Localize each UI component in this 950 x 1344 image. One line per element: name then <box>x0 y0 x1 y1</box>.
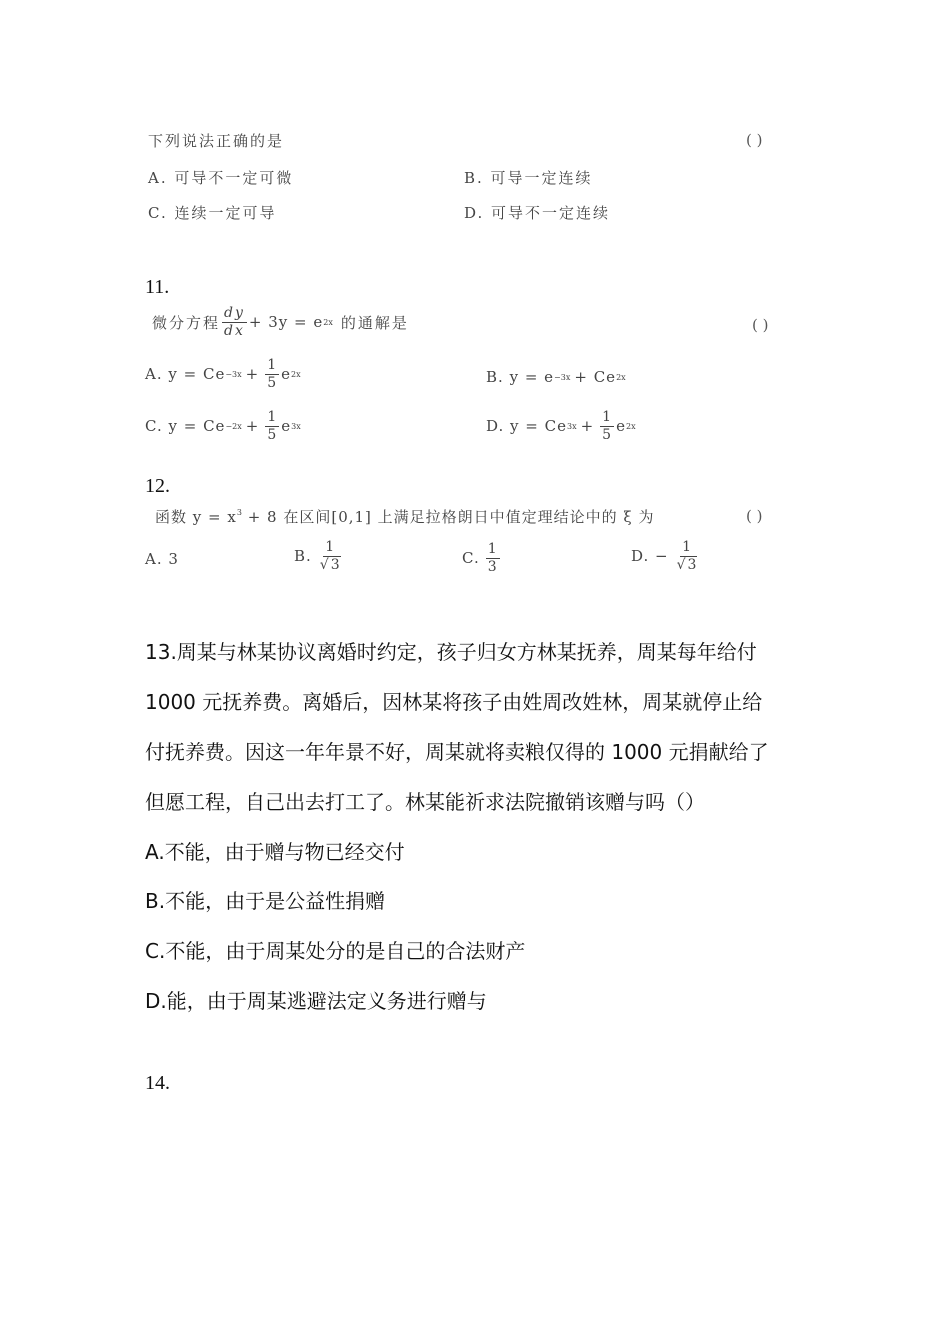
q11-a-exp2: 2x <box>291 369 301 379</box>
q13-line-1: 13.周某与林某协议离婚时约定，孩子归女方林某抚养，周某每年给付 <box>145 640 757 664</box>
q13-option-a: A.不能，由于赠与物已经交付 <box>145 840 405 864</box>
q13-option-d: D.能，由于周某逃避法定义务进行赠与 <box>145 989 487 1013</box>
q11-stem-exp: 2x <box>323 317 333 327</box>
q11-frac-num: dy <box>224 305 245 321</box>
q12-answer-paren: ( ) <box>746 507 763 525</box>
q12-option-c <box>462 542 502 574</box>
q11-option-c <box>145 410 301 442</box>
q12-c-fraction <box>486 542 500 574</box>
q12-b-den-root: √3 <box>319 556 341 573</box>
q12-stem-prefix: 函数 y = x <box>155 508 237 526</box>
q12-option-b <box>294 540 345 572</box>
q12-stem-exp: 3 <box>236 508 242 517</box>
q11-d-den: 5 <box>602 426 613 443</box>
q10-option-b: B. 可导一定连续 <box>464 169 593 187</box>
q11-c-exp1: −2x <box>225 421 242 431</box>
q10-option-a: A. 可导不一定可微 <box>148 169 294 187</box>
q11-b-mid: + Ce <box>574 368 617 386</box>
q10-stem: 下列说法正确的是 <box>148 132 285 150</box>
q11-a-expr: y = Ce <box>168 365 226 384</box>
q11-d-exp2: 2x <box>625 421 636 431</box>
q13-line-4: 但愿工程，自己出去打工了。林某能祈求法院撤销该赠与吗（） <box>145 790 705 814</box>
q12-c-den: 3 <box>487 558 498 575</box>
q11-c-tail: e <box>281 417 292 436</box>
q13-option-c: C.不能，由于周某处分的是自己的合法财产 <box>145 939 526 963</box>
q12-option-a: A. 3 <box>145 550 179 568</box>
q12-d-den: 3 <box>687 556 698 573</box>
q12-d-label: D. − <box>631 547 669 566</box>
q11-a-label: A. <box>145 365 163 384</box>
q11-a-den: 5 <box>267 374 278 391</box>
q12-b-den: 3 <box>330 556 341 573</box>
q11-a-fraction <box>265 358 279 390</box>
q11-b-exp1: −3x <box>554 372 571 382</box>
q11-stem-middle: + 3y = e <box>248 313 324 332</box>
q11-c-fraction <box>265 410 279 442</box>
q11-number: 11. <box>145 276 170 298</box>
q13-option-b: B.不能，由于是公益性捐赠 <box>145 889 386 913</box>
q11-c-expr: y = Ce <box>168 417 226 436</box>
q10-option-c: C. 连续一定可导 <box>148 204 277 222</box>
q11-d-tail: e <box>616 417 626 436</box>
q12-b-label: B. <box>294 547 312 566</box>
q14-number: 14. <box>145 1072 170 1094</box>
q11-option-d <box>486 410 636 442</box>
q11-frac-den: dx <box>224 322 245 339</box>
q11-d-label: D. <box>486 417 505 436</box>
q11-d-plus: + <box>580 417 595 436</box>
q11-c-den: 5 <box>267 426 278 443</box>
q12-b-fraction <box>318 540 343 572</box>
q13-line-3: 付抚养费。因这一年年景不好，周某就将卖粮仅得的 1000 元捐献给了 <box>145 740 769 764</box>
q12-stem <box>155 506 654 527</box>
q12-d-den-root: √3 <box>676 556 698 573</box>
q11-stem-suffix: 的通解是 <box>340 313 409 332</box>
q12-number: 12. <box>145 475 170 497</box>
q11-d-expr: y = Ce <box>510 417 567 436</box>
q10-answer-paren: ( ) <box>746 131 763 149</box>
q11-c-label: C. <box>145 417 163 436</box>
q11-d-fraction <box>600 410 614 442</box>
q11-b-expr: y = e <box>509 368 555 386</box>
q11-c-exp2: 3x <box>291 421 301 431</box>
q12-c-num: 1 <box>487 541 498 557</box>
q11-stem <box>152 306 409 338</box>
q11-stem-prefix: 微分方程 <box>152 313 221 332</box>
q11-option-b <box>486 368 626 386</box>
q11-a-plus: + <box>245 365 260 384</box>
q12-d-fraction <box>675 540 700 572</box>
q12-stem-suffix: + 8 在区间[0,1] 上满足拉格朗日中值定理结论中的 ξ 为 <box>247 508 655 526</box>
q11-d-num: 1 <box>602 409 613 425</box>
q10-option-d: D. 可导不一定连续 <box>464 204 611 222</box>
q11-b-label: B. <box>486 368 504 386</box>
q11-b-exp2: 2x <box>616 372 626 382</box>
q11-a-exp1: −3x <box>225 369 242 379</box>
q11-a-tail: e <box>281 365 292 384</box>
q13-line-2: 1000 元抚养费。离婚后，因林某将孩子由姓周改姓林，周某就停止给 <box>145 690 763 714</box>
q11-derivative-fraction <box>222 306 247 338</box>
q12-c-label: C. <box>462 549 480 568</box>
q11-d-exp1: 3x <box>566 421 577 431</box>
q11-c-plus: + <box>245 417 260 436</box>
q11-answer-paren: ( ) <box>752 316 769 334</box>
q11-a-num: 1 <box>267 357 278 373</box>
q12-d-num: 1 <box>682 539 692 555</box>
q11-option-a <box>145 358 301 390</box>
q12-b-num: 1 <box>325 539 336 555</box>
q11-c-num: 1 <box>267 409 278 425</box>
q12-option-d <box>631 540 701 572</box>
